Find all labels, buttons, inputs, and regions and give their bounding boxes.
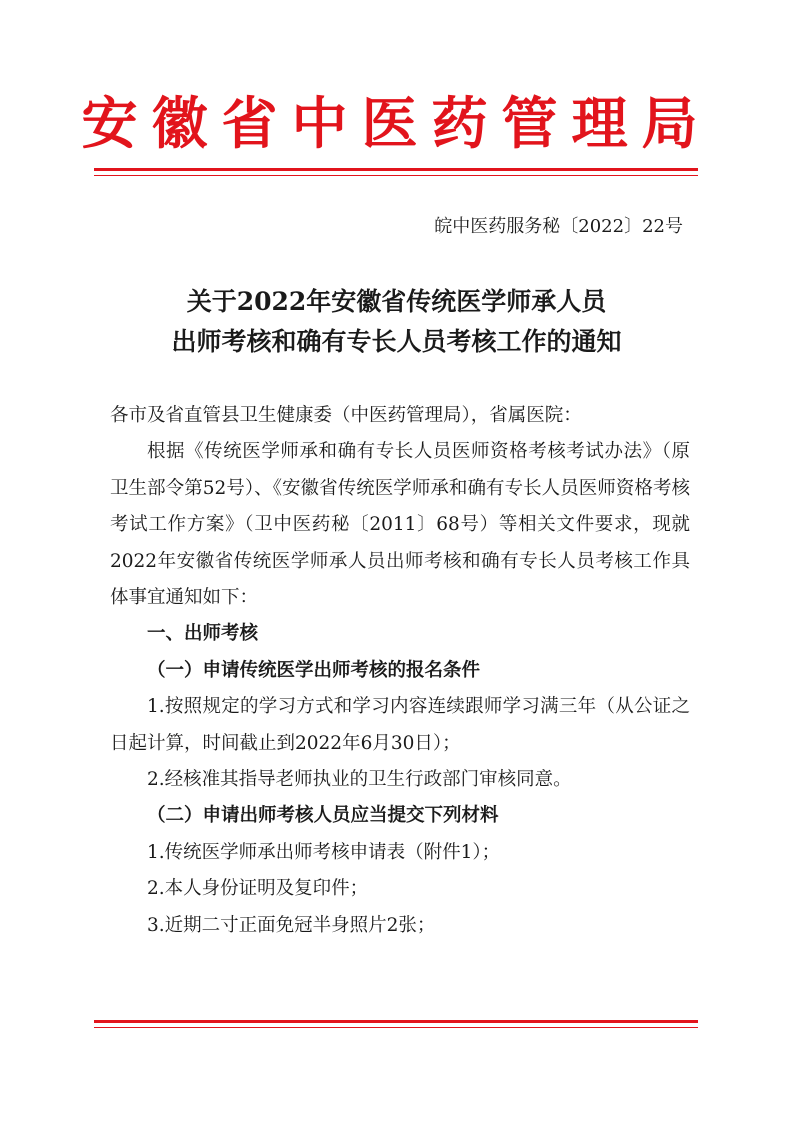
document-number: 皖中医药服务秘〔2022〕22号	[434, 216, 683, 237]
material-item: 1.传统医学师承出师考核申请表（附件1）；	[147, 841, 501, 863]
document-title-line2: 出师考核和确有专长人员考核工作的通知	[171, 327, 622, 356]
section-heading: 一、出师考核	[147, 623, 259, 645]
footer-red-rule-thin	[94, 1027, 698, 1028]
document-body	[110, 398, 690, 944]
intro-paragraph: 根据《传统医学师承和确有专长人员医师资格考核考试办法》（原卫生部令第52号）、《安徽省传统医学师承和确有专长人员医师资格考核考试工作方案》（卫中医药秘〔2011〕68号）等相关文件要求，现就2022年安徽省传统医学师承人员出师考核和确有专长人员考核工作具体事宜通知如下：	[110, 441, 690, 609]
subsection-heading: （二）申请出师考核人员应当提交下列材料	[147, 805, 499, 827]
condition-item: 1.按照规定的学习方式和学习内容连续跟师学习满三年（从公证之日起计算，时间截止到2022年6月30日）；	[110, 696, 690, 754]
document-title-line1: 关于2022年安徽省传统医学师承人员	[186, 287, 607, 316]
salutation: 各市及省直管县卫生健康委（中医药管理局），省属医院：	[110, 405, 582, 426]
condition-item: 2.经核准其指导老师执业的卫生行政部门审核同意。	[147, 769, 572, 791]
agency-header: 安徽省中医药管理局	[81, 91, 712, 157]
footer-red-rule-thick	[94, 1020, 698, 1023]
header-red-rule-thin	[94, 175, 698, 176]
material-item: 3.近期二寸正面免冠半身照片2张；	[147, 914, 436, 936]
subsection-heading: （一）申请传统医学出师考核的报名条件	[147, 659, 481, 681]
header-red-rule-thick	[94, 168, 698, 171]
material-item: 2.本人身份证明及复印件；	[147, 878, 369, 900]
